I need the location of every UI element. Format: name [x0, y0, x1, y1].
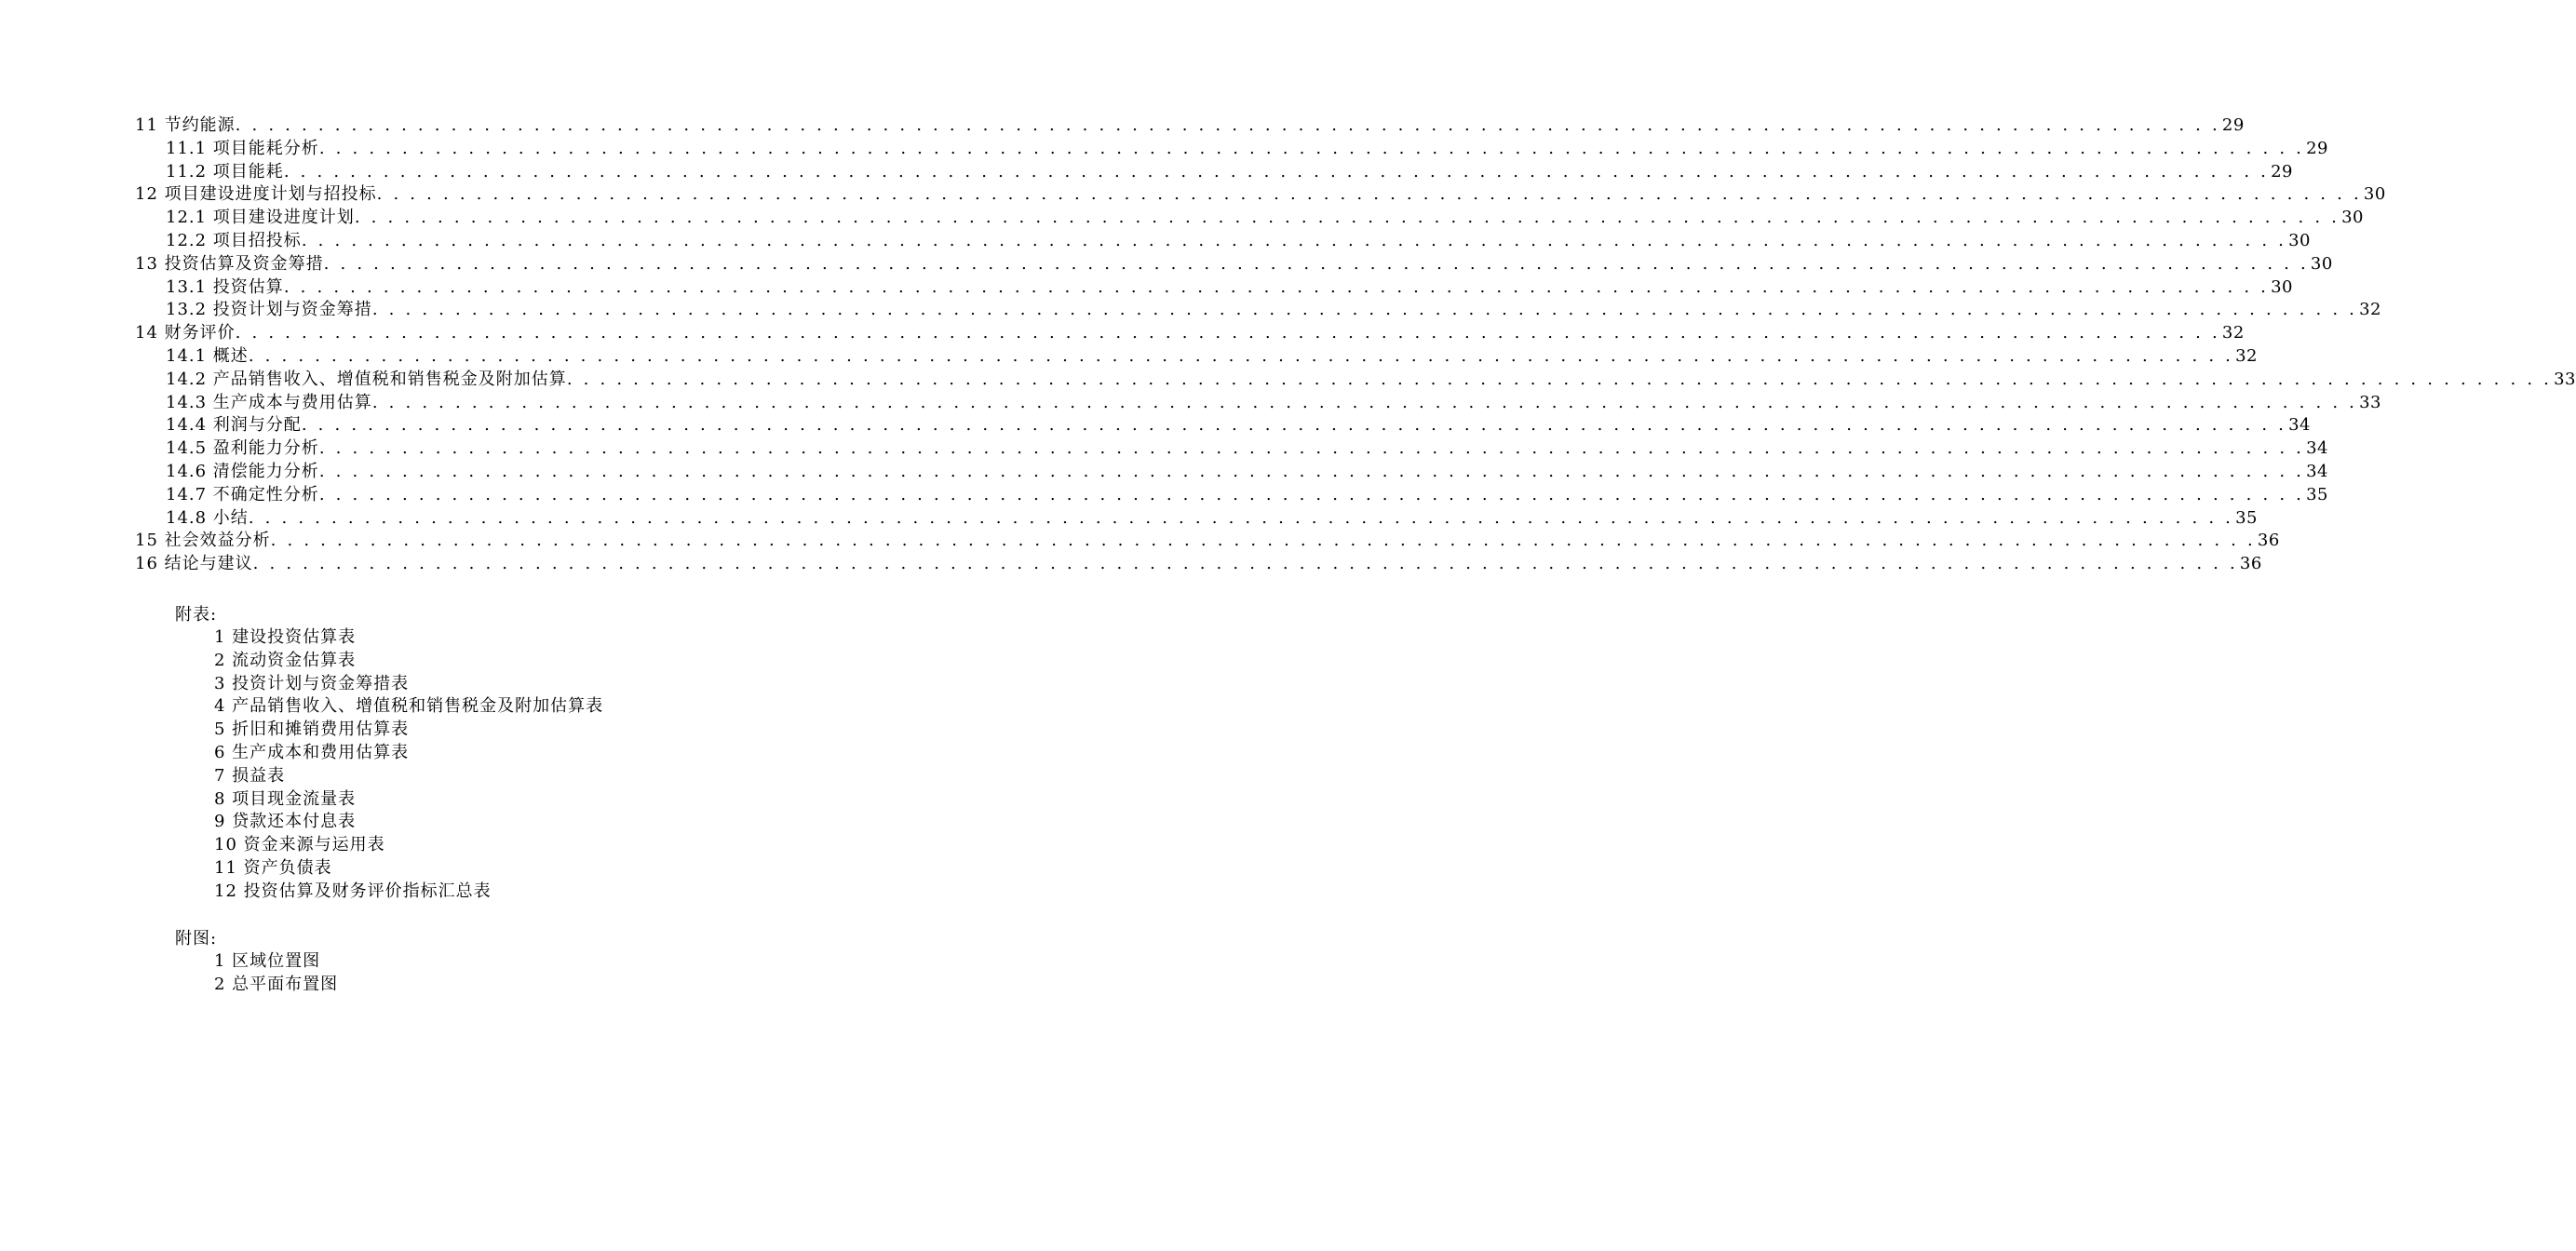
toc-entry[interactable]	[135, 437, 2328, 461]
toc-entry-title: 13.2 投资计划与资金筹措	[166, 300, 372, 320]
appendix-table-item: 6 生产成本和费用估算表	[214, 742, 410, 762]
appendix-figures-heading: 附图:	[175, 929, 218, 948]
toc-entry-title: 11.2 项目能耗	[166, 161, 284, 182]
toc-entry-page: 34	[2288, 415, 2311, 436]
toc-entry-page: 34	[2306, 461, 2328, 481]
appendix-table-item: 12 投资估算及财务评价指标汇总表	[214, 881, 492, 901]
appendix-figure-item: 2 总平面布置图	[214, 974, 339, 994]
toc-dot-leader: . . . . . . . . . . . . . . . . . . . . . . . . . . . . . . . . . . . . . . . . . . . . . . . . . . . . . . . . . . . . . . . . . . . . . . . . . . . . . . . . . . . . . . . . . . . . . . . . . . . . . . . . . . . . . . . . . . . . . . . .	[566, 369, 2553, 389]
appendix-table-item: 9 贷款还本付息表	[214, 812, 357, 832]
toc-dot-leader: . . . . . . . . . . . . . . . . . . . . . . . . . . . . . . . . . . . . . . . . . . . . . . . . . . . . . . . . . . . . . . . . . . . . . . . . . . . . . . . . . . . . . . . . . . . . . . . . . . . . . . . . . . . . . . . . . . . . . . . .	[248, 345, 2234, 366]
toc-dot-leader: . . . . . . . . . . . . . . . . . . . . . . . . . . . . . . . . . . . . . . . . . . . . . . . . . . . . . . . . . . . . . . . . . . . . . . . . . . . . . . . . . . . . . . . . . . . . . . . . . . . . . . . . . . . . . . . . . . . . . . . .	[318, 461, 2305, 481]
toc-entry-page: 30	[2341, 208, 2364, 228]
toc-entry-page: 35	[2235, 507, 2258, 528]
appendix-table-item: 7 损益表	[214, 765, 286, 786]
appendix-figures	[175, 927, 338, 997]
appendix-table-item: 11 资产负债表	[214, 857, 332, 878]
toc-entry-title: 11 节约能源	[135, 115, 236, 135]
toc-dot-leader: . . . . . . . . . . . . . . . . . . . . . . . . . . . . . . . . . . . . . . . . . . . . . . . . . . . . . . . . . . . . . . . . . . . . . . . . . . . . . . . . . . . . . . . . . . . . . . . . . . . . . . . . . . . . . . . . . . . . . . . .	[252, 554, 2238, 574]
toc-entry[interactable]	[135, 461, 2328, 484]
toc-entry[interactable]	[135, 530, 2280, 553]
toc-entry-page: 36	[2257, 531, 2280, 551]
toc-entry[interactable]	[135, 322, 2245, 345]
appendix-table-item: 2 流动资金估算表	[214, 650, 357, 670]
toc-entry-title: 14.8 小结	[166, 507, 249, 528]
toc-entry-page: 32	[2221, 323, 2245, 343]
toc-entry[interactable]	[135, 414, 2311, 437]
toc-entry-page: 30	[2288, 230, 2311, 250]
appendix-table-item: 5 折旧和摊销费用估算表	[214, 720, 410, 740]
appendix-table-item: 1 建设投资估算表	[214, 627, 357, 647]
toc-entry-page: 34	[2306, 438, 2328, 459]
toc-entry-title: 11.1 项目能耗分析	[166, 138, 319, 158]
toc-entry-page: 30	[2363, 184, 2386, 205]
toc-dot-leader: . . . . . . . . . . . . . . . . . . . . . . . . . . . . . . . . . . . . . . . . . . . . . . . . . . . . . . . . . . . . . . . . . . . . . . . . . . . . . . . . . . . . . . . . . . . . . . . . . . . . . . . . . . . . . . . . . . . . . . . .	[318, 438, 2305, 459]
toc-entry-page: 29	[2221, 115, 2245, 135]
toc-entry[interactable]	[135, 299, 2381, 322]
table-of-contents	[135, 114, 2576, 576]
toc-dot-leader: . . . . . . . . . . . . . . . . . . . . . . . . . . . . . . . . . . . . . . . . . . . . . . . . . . . . . . . . . . . . . . . . . . . . . . . . . . . . . . . . . . . . . . . . . . . . . . . . . . . . . . . . . . . . . . . . . . . . . . . .	[235, 323, 2220, 343]
toc-entry-title: 15 社会效益分析	[135, 531, 271, 551]
toc-entry[interactable]	[135, 253, 2333, 276]
toc-dot-leader: . . . . . . . . . . . . . . . . . . . . . . . . . . . . . . . . . . . . . . . . . . . . . . . . . . . . . . . . . . . . . . . . . . . . . . . . . . . . . . . . . . . . . . . . . . . . . . . . . . . . . . . . . . . . . . . . . . . . . . . .	[371, 392, 2358, 412]
toc-entry[interactable]	[135, 369, 2576, 392]
toc-entry[interactable]	[135, 392, 2381, 415]
appendix-figures-list	[175, 950, 338, 997]
toc-entry-title: 12 项目建设进度计划与招投标	[135, 184, 377, 205]
toc-entry-page: 32	[2359, 300, 2381, 320]
appendix-table-item: 8 项目现金流量表	[214, 788, 357, 809]
appendix-tables-heading: 附表:	[175, 605, 218, 625]
toc-entry-title: 14.6 清偿能力分析	[166, 461, 319, 481]
toc-entry-page: 36	[2239, 554, 2262, 574]
toc-dot-leader: . . . . . . . . . . . . . . . . . . . . . . . . . . . . . . . . . . . . . . . . . . . . . . . . . . . . . . . . . . . . . . . . . . . . . . . . . . . . . . . . . . . . . . . . . . . . . . . . . . . . . . . . . . . . . . . . . . . . . . . .	[270, 531, 2256, 551]
toc-entry[interactable]	[135, 276, 2293, 300]
toc-entry-page: 35	[2306, 484, 2328, 504]
toc-entry-page: 33	[2359, 392, 2381, 412]
appendix-table-item: 3 投资计划与资金筹措表	[214, 673, 410, 693]
appendix-tables-list	[175, 626, 603, 904]
toc-entry-title: 13 投资估算及资金筹措	[135, 253, 324, 274]
toc-dot-leader: . . . . . . . . . . . . . . . . . . . . . . . . . . . . . . . . . . . . . . . . . . . . . . . . . . . . . . . . . . . . . . . . . . . . . . . . . . . . . . . . . . . . . . . . . . . . . . . . . . . . . . . . . . . . . . . . . . . . . . . .	[354, 208, 2340, 228]
toc-entry-title: 14.2 产品销售收入、增值税和销售税金及附加估算	[166, 369, 567, 389]
toc-entry-page: 33	[2554, 369, 2576, 389]
toc-dot-leader: . . . . . . . . . . . . . . . . . . . . . . . . . . . . . . . . . . . . . . . . . . . . . . . . . . . . . . . . . . . . . . . . . . . . . . . . . . . . . . . . . . . . . . . . . . . . . . . . . . . . . . . . . . . . . . . . . . . . . . . .	[283, 161, 2270, 182]
toc-entry[interactable]	[135, 553, 2262, 576]
toc-entry-title: 14.7 不确定性分析	[166, 484, 319, 504]
toc-dot-leader: . . . . . . . . . . . . . . . . . . . . . . . . . . . . . . . . . . . . . . . . . . . . . . . . . . . . . . . . . . . . . . . . . . . . . . . . . . . . . . . . . . . . . . . . . . . . . . . . . . . . . . . . . . . . . . . . . . . . . . . .	[235, 115, 2220, 135]
appendix-table-item: 10 资金来源与运用表	[214, 835, 385, 855]
toc-dot-leader: . . . . . . . . . . . . . . . . . . . . . . . . . . . . . . . . . . . . . . . . . . . . . . . . . . . . . . . . . . . . . . . . . . . . . . . . . . . . . . . . . . . . . . . . . . . . . . . . . . . . . . . . . . . . . . . . . . . . . . . .	[376, 184, 2362, 205]
toc-entry-title: 12.1 项目建设进度计划	[166, 208, 355, 228]
toc-entry-title: 16 结论与建议	[135, 554, 253, 574]
toc-dot-leader: . . . . . . . . . . . . . . . . . . . . . . . . . . . . . . . . . . . . . . . . . . . . . . . . . . . . . . . . . . . . . . . . . . . . . . . . . . . . . . . . . . . . . . . . . . . . . . . . . . . . . . . . . . . . . . . . . . . . . . . .	[283, 276, 2270, 297]
toc-dot-leader: . . . . . . . . . . . . . . . . . . . . . . . . . . . . . . . . . . . . . . . . . . . . . . . . . . . . . . . . . . . . . . . . . . . . . . . . . . . . . . . . . . . . . . . . . . . . . . . . . . . . . . . . . . . . . . . . . . . . . . . .	[318, 484, 2305, 504]
toc-entry-title: 14 财务评价	[135, 323, 236, 343]
toc-entry[interactable]	[135, 507, 2258, 531]
toc-entry-page: 30	[2271, 276, 2293, 297]
toc-entry-page: 32	[2235, 345, 2258, 366]
toc-dot-leader: . . . . . . . . . . . . . . . . . . . . . . . . . . . . . . . . . . . . . . . . . . . . . . . . . . . . . . . . . . . . . . . . . . . . . . . . . . . . . . . . . . . . . . . . . . . . . . . . . . . . . . . . . . . . . . . . . . . . . . . .	[323, 253, 2309, 274]
toc-entry[interactable]	[135, 183, 2386, 207]
toc-entry[interactable]	[135, 161, 2293, 184]
toc-entry-page: 29	[2271, 161, 2293, 182]
appendix-tables	[175, 603, 603, 904]
toc-entry-title: 14.5 盈利能力分析	[166, 438, 319, 459]
toc-entry-page: 29	[2306, 138, 2328, 158]
toc-entry-title: 14.1 概述	[166, 345, 249, 366]
toc-entry[interactable]	[135, 484, 2328, 507]
toc-entry[interactable]	[135, 345, 2258, 369]
toc-entry-title: 13.1 投资估算	[166, 276, 284, 297]
toc-entry-title: 14.3 生产成本与费用估算	[166, 392, 372, 412]
toc-entry[interactable]	[135, 230, 2311, 253]
toc-entry-title: 14.4 利润与分配	[166, 415, 302, 436]
toc-entry[interactable]	[135, 138, 2328, 161]
toc-dot-leader: . . . . . . . . . . . . . . . . . . . . . . . . . . . . . . . . . . . . . . . . . . . . . . . . . . . . . . . . . . . . . . . . . . . . . . . . . . . . . . . . . . . . . . . . . . . . . . . . . . . . . . . . . . . . . . . . . . . . . . . .	[371, 300, 2358, 320]
toc-dot-leader: . . . . . . . . . . . . . . . . . . . . . . . . . . . . . . . . . . . . . . . . . . . . . . . . . . . . . . . . . . . . . . . . . . . . . . . . . . . . . . . . . . . . . . . . . . . . . . . . . . . . . . . . . . . . . . . . . . . . . . . .	[248, 507, 2234, 528]
toc-entry[interactable]	[135, 207, 2364, 230]
toc-entry-page: 30	[2310, 253, 2333, 274]
toc-entry[interactable]	[135, 114, 2245, 138]
toc-dot-leader: . . . . . . . . . . . . . . . . . . . . . . . . . . . . . . . . . . . . . . . . . . . . . . . . . . . . . . . . . . . . . . . . . . . . . . . . . . . . . . . . . . . . . . . . . . . . . . . . . . . . . . . . . . . . . . . . . . . . . . . .	[301, 415, 2287, 436]
toc-dot-leader: . . . . . . . . . . . . . . . . . . . . . . . . . . . . . . . . . . . . . . . . . . . . . . . . . . . . . . . . . . . . . . . . . . . . . . . . . . . . . . . . . . . . . . . . . . . . . . . . . . . . . . . . . . . . . . . . . . . . . . . .	[318, 138, 2305, 158]
toc-entry-title: 12.2 项目招投标	[166, 230, 302, 250]
toc-dot-leader: . . . . . . . . . . . . . . . . . . . . . . . . . . . . . . . . . . . . . . . . . . . . . . . . . . . . . . . . . . . . . . . . . . . . . . . . . . . . . . . . . . . . . . . . . . . . . . . . . . . . . . . . . . . . . . . . . . . . . . . .	[301, 230, 2287, 250]
appendix-table-item: 4 产品销售收入、增值税和销售税金及附加估算表	[214, 696, 604, 717]
appendix-figure-item: 1 区域位置图	[214, 951, 321, 971]
